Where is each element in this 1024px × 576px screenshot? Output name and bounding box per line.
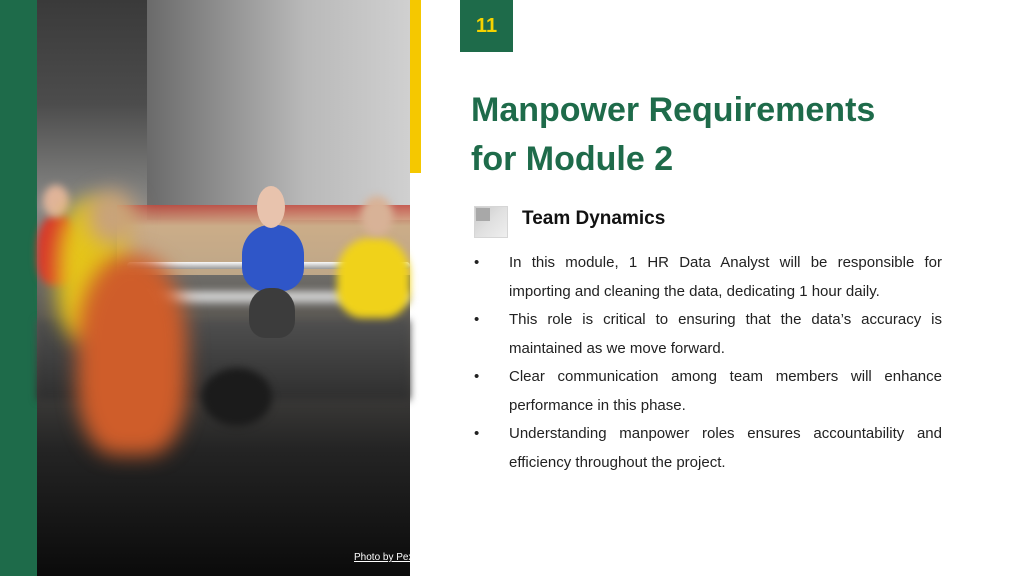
page-number-badge xyxy=(460,0,513,52)
page-number: 11 xyxy=(475,14,498,37)
bullet-dot: • xyxy=(474,425,480,442)
foosball-photo xyxy=(37,0,427,576)
photo-figure-head xyxy=(361,196,393,236)
bullet-dot: • xyxy=(474,311,480,328)
photo-wall xyxy=(147,0,410,220)
slide-title xyxy=(471,86,991,184)
photo-figure-head xyxy=(43,185,69,217)
photo-credit-link[interactable]: Photo by Pexels xyxy=(354,552,427,563)
bullet-dot: • xyxy=(474,254,480,271)
subheading: Team Dynamics xyxy=(522,208,666,229)
list-item xyxy=(470,420,942,477)
photo-figure-legs xyxy=(249,288,295,338)
slide-title-line-1: Manpower Requirements xyxy=(471,91,876,129)
list-item xyxy=(470,306,942,363)
photo-figure-foreground xyxy=(77,255,187,455)
photo-figure-blue xyxy=(242,225,304,291)
bullet-dot: • xyxy=(474,368,480,385)
bullet-text: Clear communication among team members will enhance performance in this phase. xyxy=(509,368,942,414)
image-placeholder-icon xyxy=(474,206,508,238)
photo-figure-head xyxy=(257,186,285,228)
bullet-text: In this module, 1 HR Data Analyst will be responsible for importing and cleaning the data, dedicating 1 hour daily. xyxy=(509,254,942,300)
yellow-accent-bar xyxy=(410,0,421,173)
bullet-text: This role is critical to ensuring that the data’s accuracy is maintained as we move forward. xyxy=(509,311,942,357)
left-green-strip xyxy=(0,0,37,576)
slide-title-line-2: for Module 2 xyxy=(471,140,674,178)
bullet-text: Understanding manpower roles ensures accountability and efficiency throughout the project. xyxy=(509,425,942,471)
photo-figure-yellow xyxy=(337,238,410,318)
bullet-list xyxy=(470,249,942,477)
list-item xyxy=(470,363,942,420)
photo-figure-head xyxy=(87,190,137,245)
list-item xyxy=(470,249,942,306)
photo-ball xyxy=(202,368,272,426)
